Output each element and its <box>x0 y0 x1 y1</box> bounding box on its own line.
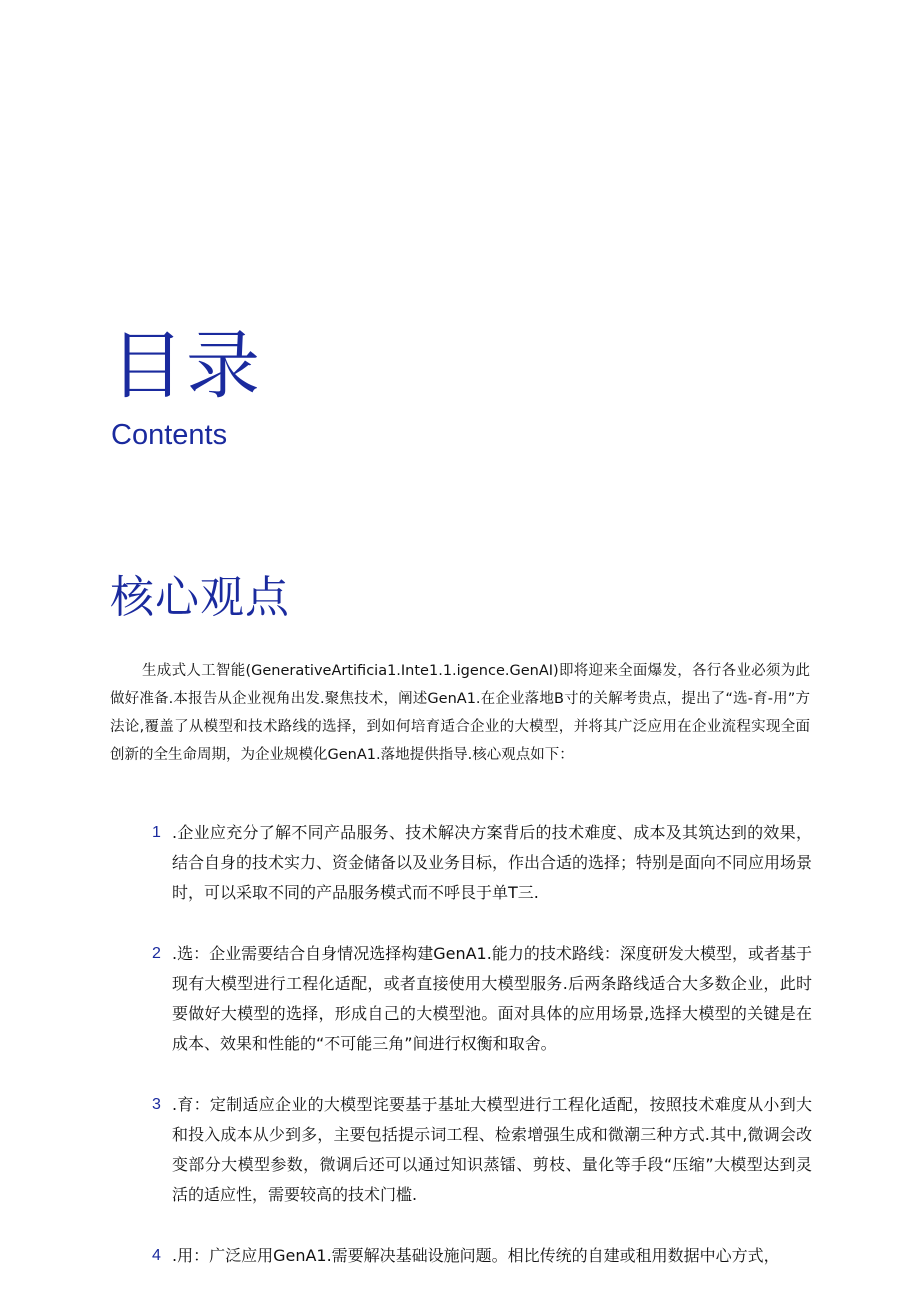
section-title: 核心观点 <box>110 572 290 623</box>
point-text: .用：广泛应用GenA1.需要解决基础设施问题。相比传统的自建或租用数据中心方式， <box>172 1246 780 1265</box>
key-points-list <box>152 818 812 1302</box>
point-text: .育：定制适应企业的大模型诧要基于基址大模型进行工程化适配，按照技术难度从小到大和投入成本从少到多，主要包括提示词工程、检索增强生成和微潮三种方式.其中,微调会改变部分大模型参数，微调后还可以通过知识蒸镭、剪枝、量化等手段“压缩”大模型达到灵活的适应性，需要较高的技术门槛. <box>172 1095 812 1204</box>
list-item <box>152 1090 812 1210</box>
intro-paragraph: 生成式人工智能(GenerativeArtificia1.Inte1.1.igence.GenAI)即将迎来全面爆发，各行各业必须为此做好准备.本报告从企业视角出发.聚焦技术，阐述GenA1.在企业落地B寸的关解考贵点，提出了“选-育-用”方法论,覆盖了从模型和技术路线的选择，到如何培育适合企业的大模型，并将其广泛应用在企业流程实现全面创新的全生命周期，为企业规模化GenA1.落地提供指导.核心观点如下： <box>110 663 810 763</box>
point-number: 4 <box>152 1247 161 1264</box>
list-item <box>152 818 812 908</box>
toc-title: 目录 <box>110 323 262 409</box>
list-item <box>152 939 812 1059</box>
point-number: 2 <box>152 945 161 962</box>
toc-subtitle: Contents <box>111 419 228 451</box>
point-number: 1 <box>152 824 161 841</box>
point-number: 3 <box>152 1096 161 1113</box>
point-text: .选：企业需要结合自身情况选择构建GenA1.能力的技术路线：深度研发大模型，或者基于现有大模型进行工程化适配，或者直接使用大模型服务.后两条路线适合大多数企业，此时要做好大模型的选择，形成自己的大模型池。面对具体的应用场景,选择大模型的关键是在成本、效果和性能的“不可能三角”间进行权衡和取舍。 <box>172 944 812 1053</box>
list-item <box>152 1241 812 1271</box>
point-text: .企业应充分了解不同产品服务、技术解决方案背后的技术难度、成本及其筑达到的效果，结合自身的技术实力、资金储备以及业务目标，作出合适的选择；特别是面向不同应用场景时，可以采取不同的产品服务模式而不呼艮于单T三. <box>172 823 813 902</box>
